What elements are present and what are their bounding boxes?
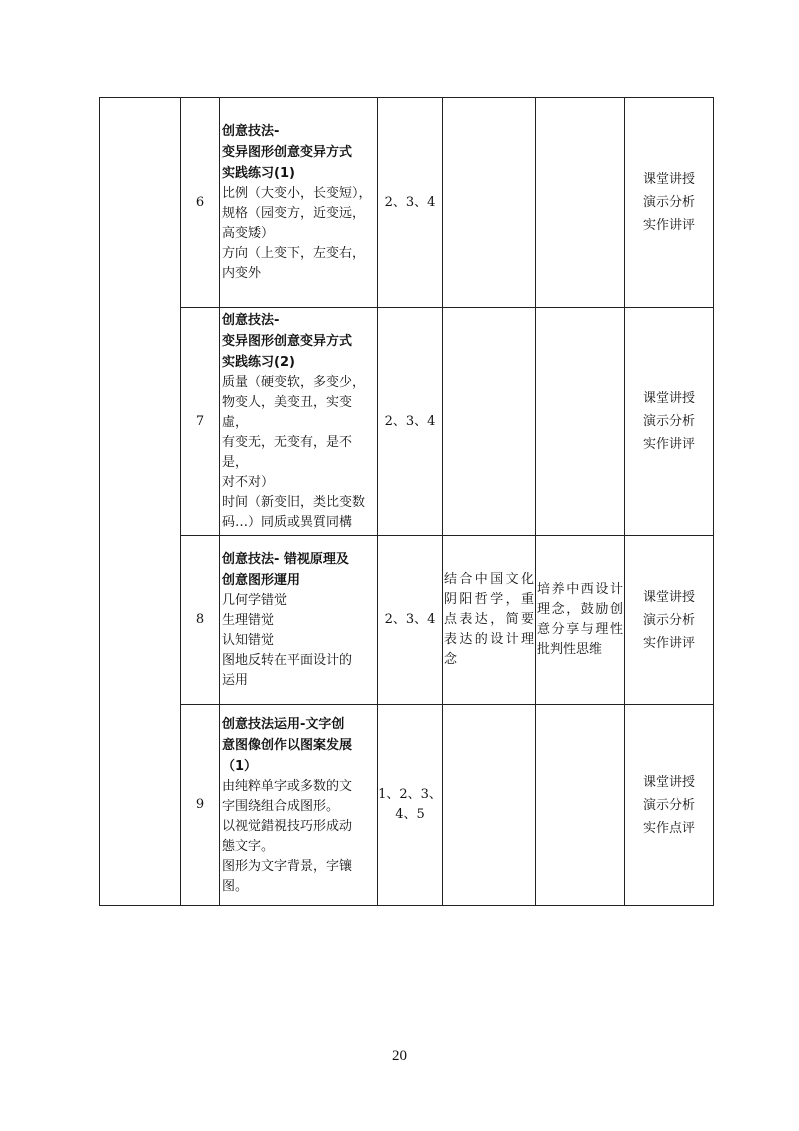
method-item: 课堂讲授 xyxy=(642,391,695,406)
content-item: 几何学错觉 xyxy=(222,593,288,608)
objectives-cell: 1、2、3、4、5 xyxy=(378,705,443,906)
table-row xyxy=(100,308,714,536)
content-item: 运用 xyxy=(222,673,249,688)
method-item: 课堂讲授 xyxy=(642,589,695,605)
content-title-line: 创意技法- xyxy=(222,124,280,139)
content-title-line: 意图像创作以图案发展 xyxy=(222,737,353,753)
content-item: 内变外 xyxy=(222,266,262,281)
method-item: 演示分析 xyxy=(642,414,695,429)
method-item: 实作讲评 xyxy=(642,635,695,651)
method-item: 实作点评 xyxy=(642,820,695,836)
objectives-cell: 2、3、4 xyxy=(378,536,443,705)
table-row xyxy=(100,98,714,308)
content-item: 认知错觉 xyxy=(222,633,275,648)
blank-cell xyxy=(100,98,181,906)
content-item: 质量（硬变软，多变少， xyxy=(222,375,366,390)
content-item: 由纯粹单字或多数的文 xyxy=(222,778,353,794)
content-title-line: 实践练习(1) xyxy=(222,166,295,181)
goal-cell xyxy=(536,705,625,906)
goal-cell xyxy=(536,308,625,536)
content-item: 图。 xyxy=(222,878,249,894)
ideology-cell xyxy=(443,536,536,705)
ideology-text: 结合中国文化阴阳哲学，重点表达，简要表达的设计理念 xyxy=(444,572,534,667)
goal-text: 培养中西设计理念，鼓励创意分享与理性批判性思维 xyxy=(537,582,623,657)
content-item: 生理错觉 xyxy=(222,613,275,628)
method-item: 实作讲评 xyxy=(642,437,695,452)
methods-cell xyxy=(625,705,714,906)
table-row xyxy=(100,536,714,705)
row-number: 6 xyxy=(181,98,220,308)
content-item: 物变人，美变丑，实变虛， xyxy=(222,395,353,430)
content-item: 以视觉錯視技巧形成动 xyxy=(222,818,353,834)
content-title-line: 创意技法- 错视原理及 xyxy=(222,552,349,567)
ideology-cell xyxy=(443,308,536,536)
methods-cell xyxy=(625,308,714,536)
content-title-line: 变异图形创意变异方式 xyxy=(222,145,353,160)
content-item: 方向（上变下，左变右， xyxy=(222,246,366,261)
table-row xyxy=(100,705,714,906)
content-item: 字围绕组合成图形。 xyxy=(222,798,340,814)
content-cell xyxy=(220,536,378,705)
method-item: 课堂讲授 xyxy=(642,774,695,790)
syllabus-table xyxy=(99,97,714,906)
method-item: 演示分析 xyxy=(642,195,695,210)
content-title-line: 创意技法- xyxy=(222,313,280,328)
objectives-cell: 2、3、4 xyxy=(378,308,443,536)
content-item: 码…）同质或異質同構 xyxy=(222,515,353,530)
content-title-line: 实践练习(2) xyxy=(222,355,295,370)
method-item: 课堂讲授 xyxy=(642,172,695,187)
content-item: 態文字。 xyxy=(222,838,275,854)
content-title-line: 创意技法运用-文字创 xyxy=(222,716,345,732)
content-item: 图形为文字背景，字镶 xyxy=(222,858,353,874)
row-number: 7 xyxy=(181,308,220,536)
method-item: 实作讲评 xyxy=(642,218,695,233)
content-item: 高变矮） xyxy=(222,226,275,241)
content-item: 规格（园变方，近变远， xyxy=(222,206,366,221)
row-number: 8 xyxy=(181,536,220,705)
content-title-line: 变异图形创意变异方式 xyxy=(222,334,353,349)
content-cell xyxy=(220,705,378,906)
row-number: 9 xyxy=(181,705,220,906)
method-item: 演示分析 xyxy=(642,612,695,628)
content-item: 图地反转在平面设计的 xyxy=(222,653,353,668)
content-item: 对不对） xyxy=(222,475,275,490)
objectives-cell: 2、3、4 xyxy=(378,98,443,308)
goal-cell xyxy=(536,536,625,705)
ideology-cell xyxy=(443,705,536,906)
method-item: 演示分析 xyxy=(642,797,695,813)
content-item: 时间（新变旧，类比变数 xyxy=(222,495,366,510)
content-cell xyxy=(220,308,378,536)
content-item: 有变无，无变有，是不是， xyxy=(222,435,353,470)
content-title-line: （1） xyxy=(222,758,258,774)
content-item: 比例（大变小，长变短）， xyxy=(222,186,372,201)
methods-cell xyxy=(625,98,714,308)
content-title-line: 创意图形運用 xyxy=(222,573,301,588)
content-cell xyxy=(220,98,378,308)
methods-cell xyxy=(625,536,714,705)
goal-cell xyxy=(536,98,625,308)
page-number: 20 xyxy=(392,1048,407,1064)
ideology-cell xyxy=(443,98,536,308)
